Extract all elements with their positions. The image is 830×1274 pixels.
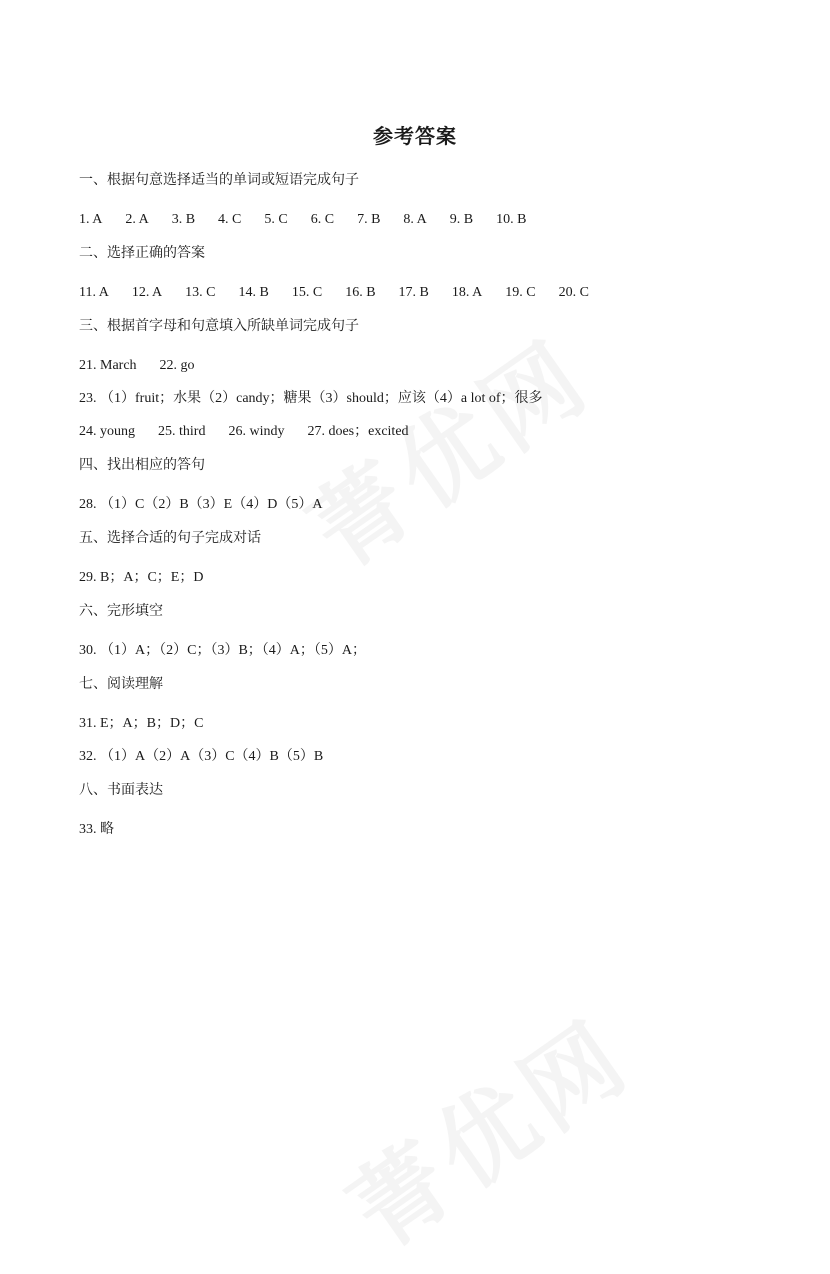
answer-item: 18. A [451, 285, 483, 300]
answer-line [79, 283, 759, 303]
section-heading: 五、选择合适的句子完成对话 [79, 530, 261, 546]
answer-item: 21. March [79, 358, 137, 373]
answer-line [79, 356, 759, 376]
answer-line [79, 422, 759, 442]
section-heading: 八、书面表达 [79, 782, 163, 798]
section-heading: 一、根据句意选择适当的单词或短语完成句子 [79, 172, 359, 188]
answer-line [79, 641, 759, 661]
answer-item: 16. B [345, 285, 376, 300]
answer-item: 30. （1）A；（2）C；（3）B；（4）A；（5）A； [79, 643, 367, 658]
answer-line [79, 714, 759, 734]
answer-line [79, 568, 759, 588]
answer-item: 31. E；A；B；D；C [79, 716, 204, 731]
answer-item: 4. C [218, 212, 242, 227]
answer-item: 25. third [158, 424, 206, 439]
answer-line [79, 747, 759, 767]
answer-item: 2. A [125, 212, 149, 227]
answer-item: 29. B；A；C；E；D [79, 570, 204, 585]
section-heading: 六、完形填空 [79, 603, 163, 619]
answer-item: 24. young [79, 424, 135, 439]
answer-item: 15. C [291, 285, 323, 300]
answer-item: 12. A [131, 285, 163, 300]
answer-item: 14. B [238, 285, 269, 300]
answer-item: 9. B [449, 212, 474, 227]
answer-line [79, 495, 759, 515]
answer-item: 33. 略 [79, 822, 114, 837]
answer-item: 19. C [505, 285, 536, 300]
answer-item: 32. （1）A（2）A（3）C（4）B（5）B [79, 749, 324, 764]
answer-item: 20. C [558, 285, 589, 300]
answer-line [79, 820, 759, 840]
answer-item: 22. go [159, 358, 195, 373]
answer-item: 27. does；excited [307, 424, 409, 439]
answer-item: 13. C [185, 285, 216, 300]
answer-item: 26. windy [228, 424, 285, 439]
answer-content [79, 170, 759, 853]
section-heading: 二、选择正确的答案 [79, 245, 205, 261]
page-title: 参考答案 [373, 124, 457, 148]
answer-item: 7. B [357, 212, 381, 227]
answer-line [79, 389, 759, 409]
answer-item: 28. （1）C（2）B（3）E（4）D（5）A [79, 497, 323, 512]
answer-item: 17. B [398, 285, 429, 300]
section-heading: 七、阅读理解 [79, 676, 163, 692]
answer-item: 8. A [403, 212, 427, 227]
answer-item: 5. C [264, 212, 288, 227]
answer-item: 11. A [79, 285, 109, 300]
answer-item: 6. C [310, 212, 335, 227]
answer-item: 1. A [79, 212, 103, 227]
answer-line [79, 210, 759, 230]
answer-item: 3. B [171, 212, 196, 227]
answer-item: 23. （1）fruit；水果（2）candy；糖果（3）should；应该（4）a lot of；很多 [79, 391, 543, 406]
watermark [319, 983, 653, 1274]
section-heading: 四、找出相应的答句 [79, 457, 205, 473]
answer-item: 10. B [496, 212, 527, 227]
section-heading: 三、根据首字母和句意填入所缺单词完成句子 [79, 318, 359, 334]
